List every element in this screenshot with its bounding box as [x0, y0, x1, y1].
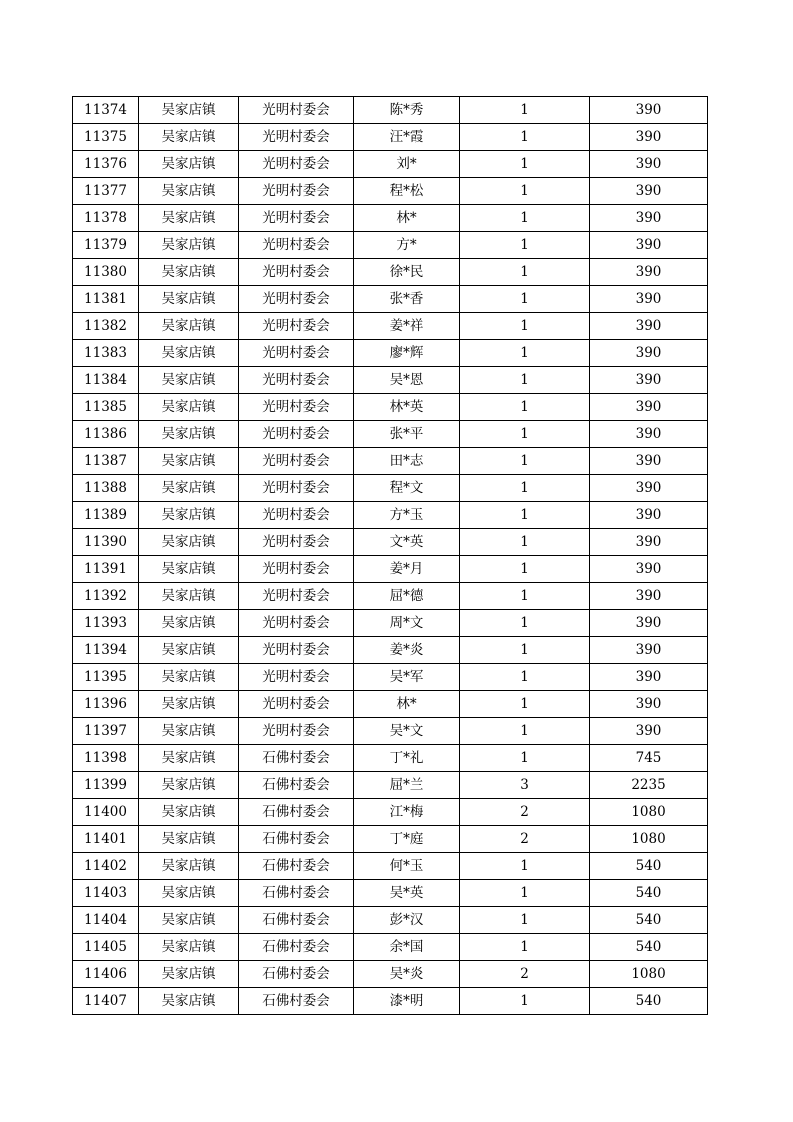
- town-cell: 吴家店镇: [139, 556, 239, 583]
- name-cell: 林*英: [354, 394, 460, 421]
- town-cell: 吴家店镇: [139, 880, 239, 907]
- count-cell: 1: [460, 664, 590, 691]
- village-cell: 石佛村委会: [239, 907, 354, 934]
- count-cell: 1: [460, 448, 590, 475]
- amount-cell: 390: [590, 151, 708, 178]
- row-id-cell: 11387: [73, 448, 139, 475]
- count-cell: 2: [460, 799, 590, 826]
- table-row: [73, 178, 708, 205]
- name-cell: 程*松: [354, 178, 460, 205]
- amount-cell: 390: [590, 205, 708, 232]
- amount-cell: 390: [590, 421, 708, 448]
- table-row: [73, 151, 708, 178]
- name-cell: 漆*明: [354, 988, 460, 1015]
- village-cell: 光明村委会: [239, 637, 354, 664]
- amount-cell: 1080: [590, 826, 708, 853]
- row-id-cell: 11385: [73, 394, 139, 421]
- row-id-cell: 11375: [73, 124, 139, 151]
- row-id-cell: 11399: [73, 772, 139, 799]
- village-cell: 光明村委会: [239, 556, 354, 583]
- table-row: [73, 97, 708, 124]
- row-id-cell: 11403: [73, 880, 139, 907]
- count-cell: 1: [460, 934, 590, 961]
- row-id-cell: 11374: [73, 97, 139, 124]
- town-cell: 吴家店镇: [139, 313, 239, 340]
- table-row: [73, 718, 708, 745]
- count-cell: 1: [460, 718, 590, 745]
- name-cell: 屈*德: [354, 583, 460, 610]
- row-id-cell: 11388: [73, 475, 139, 502]
- roster-table-body: [73, 97, 708, 1015]
- row-id-cell: 11379: [73, 232, 139, 259]
- count-cell: 1: [460, 853, 590, 880]
- amount-cell: 390: [590, 664, 708, 691]
- village-cell: 光明村委会: [239, 124, 354, 151]
- row-id-cell: 11391: [73, 556, 139, 583]
- row-id-cell: 11376: [73, 151, 139, 178]
- village-cell: 石佛村委会: [239, 799, 354, 826]
- village-cell: 光明村委会: [239, 178, 354, 205]
- name-cell: 吴*英: [354, 880, 460, 907]
- count-cell: 1: [460, 259, 590, 286]
- town-cell: 吴家店镇: [139, 934, 239, 961]
- town-cell: 吴家店镇: [139, 151, 239, 178]
- amount-cell: 390: [590, 367, 708, 394]
- amount-cell: 1080: [590, 961, 708, 988]
- amount-cell: 390: [590, 178, 708, 205]
- name-cell: 文*英: [354, 529, 460, 556]
- village-cell: 光明村委会: [239, 340, 354, 367]
- town-cell: 吴家店镇: [139, 97, 239, 124]
- name-cell: 刘*: [354, 151, 460, 178]
- town-cell: 吴家店镇: [139, 340, 239, 367]
- count-cell: 1: [460, 610, 590, 637]
- town-cell: 吴家店镇: [139, 124, 239, 151]
- table-row: [73, 421, 708, 448]
- table-row: [73, 529, 708, 556]
- name-cell: 张*香: [354, 286, 460, 313]
- amount-cell: 540: [590, 880, 708, 907]
- amount-cell: 390: [590, 97, 708, 124]
- count-cell: 1: [460, 151, 590, 178]
- village-cell: 光明村委会: [239, 718, 354, 745]
- town-cell: 吴家店镇: [139, 583, 239, 610]
- town-cell: 吴家店镇: [139, 448, 239, 475]
- table-row: [73, 340, 708, 367]
- count-cell: 1: [460, 637, 590, 664]
- row-id-cell: 11377: [73, 178, 139, 205]
- name-cell: 何*玉: [354, 853, 460, 880]
- row-id-cell: 11395: [73, 664, 139, 691]
- village-cell: 光明村委会: [239, 448, 354, 475]
- count-cell: 1: [460, 340, 590, 367]
- name-cell: 丁*礼: [354, 745, 460, 772]
- count-cell: 1: [460, 583, 590, 610]
- table-row: [73, 583, 708, 610]
- table-row: [73, 313, 708, 340]
- table-row: [73, 853, 708, 880]
- village-cell: 石佛村委会: [239, 934, 354, 961]
- name-cell: 吴*文: [354, 718, 460, 745]
- village-cell: 石佛村委会: [239, 826, 354, 853]
- row-id-cell: 11384: [73, 367, 139, 394]
- table-row: [73, 448, 708, 475]
- town-cell: 吴家店镇: [139, 286, 239, 313]
- village-cell: 光明村委会: [239, 475, 354, 502]
- town-cell: 吴家店镇: [139, 799, 239, 826]
- village-cell: 光明村委会: [239, 610, 354, 637]
- town-cell: 吴家店镇: [139, 772, 239, 799]
- village-cell: 石佛村委会: [239, 745, 354, 772]
- row-id-cell: 11382: [73, 313, 139, 340]
- name-cell: 张*平: [354, 421, 460, 448]
- name-cell: 程*文: [354, 475, 460, 502]
- town-cell: 吴家店镇: [139, 259, 239, 286]
- name-cell: 姜*炎: [354, 637, 460, 664]
- row-id-cell: 11404: [73, 907, 139, 934]
- count-cell: 1: [460, 691, 590, 718]
- name-cell: 陈*秀: [354, 97, 460, 124]
- table-row: [73, 745, 708, 772]
- table-row: [73, 826, 708, 853]
- name-cell: 林*: [354, 205, 460, 232]
- town-cell: 吴家店镇: [139, 718, 239, 745]
- village-cell: 光明村委会: [239, 583, 354, 610]
- name-cell: 廖*辉: [354, 340, 460, 367]
- table-row: [73, 637, 708, 664]
- name-cell: 姜*祥: [354, 313, 460, 340]
- count-cell: 1: [460, 232, 590, 259]
- table-row: [73, 880, 708, 907]
- amount-cell: 390: [590, 529, 708, 556]
- table-row: [73, 286, 708, 313]
- roster-table: [72, 96, 708, 1015]
- village-cell: 石佛村委会: [239, 880, 354, 907]
- table-row: [73, 556, 708, 583]
- row-id-cell: 11380: [73, 259, 139, 286]
- amount-cell: 390: [590, 583, 708, 610]
- table-row: [73, 367, 708, 394]
- amount-cell: 390: [590, 610, 708, 637]
- count-cell: 1: [460, 97, 590, 124]
- table-row: [73, 664, 708, 691]
- amount-cell: 390: [590, 124, 708, 151]
- amount-cell: 390: [590, 232, 708, 259]
- town-cell: 吴家店镇: [139, 178, 239, 205]
- village-cell: 光明村委会: [239, 394, 354, 421]
- town-cell: 吴家店镇: [139, 637, 239, 664]
- name-cell: 丁*庭: [354, 826, 460, 853]
- amount-cell: 540: [590, 934, 708, 961]
- table-row: [73, 394, 708, 421]
- amount-cell: 390: [590, 502, 708, 529]
- town-cell: 吴家店镇: [139, 853, 239, 880]
- name-cell: 姜*月: [354, 556, 460, 583]
- name-cell: 屈*兰: [354, 772, 460, 799]
- count-cell: 1: [460, 556, 590, 583]
- row-id-cell: 11407: [73, 988, 139, 1015]
- count-cell: 2: [460, 961, 590, 988]
- count-cell: 1: [460, 475, 590, 502]
- row-id-cell: 11378: [73, 205, 139, 232]
- count-cell: 2: [460, 826, 590, 853]
- amount-cell: 390: [590, 691, 708, 718]
- town-cell: 吴家店镇: [139, 205, 239, 232]
- town-cell: 吴家店镇: [139, 826, 239, 853]
- amount-cell: 390: [590, 340, 708, 367]
- town-cell: 吴家店镇: [139, 961, 239, 988]
- amount-cell: 745: [590, 745, 708, 772]
- name-cell: 彭*汉: [354, 907, 460, 934]
- count-cell: 1: [460, 907, 590, 934]
- name-cell: 方*玉: [354, 502, 460, 529]
- amount-cell: 390: [590, 637, 708, 664]
- town-cell: 吴家店镇: [139, 988, 239, 1015]
- row-id-cell: 11390: [73, 529, 139, 556]
- town-cell: 吴家店镇: [139, 394, 239, 421]
- name-cell: 田*志: [354, 448, 460, 475]
- table-row: [73, 799, 708, 826]
- amount-cell: 390: [590, 448, 708, 475]
- row-id-cell: 11400: [73, 799, 139, 826]
- name-cell: 余*国: [354, 934, 460, 961]
- table-row: [73, 691, 708, 718]
- village-cell: 光明村委会: [239, 664, 354, 691]
- name-cell: 徐*民: [354, 259, 460, 286]
- town-cell: 吴家店镇: [139, 475, 239, 502]
- row-id-cell: 11406: [73, 961, 139, 988]
- table-row: [73, 907, 708, 934]
- table-row: [73, 610, 708, 637]
- town-cell: 吴家店镇: [139, 367, 239, 394]
- amount-cell: 540: [590, 988, 708, 1015]
- row-id-cell: 11397: [73, 718, 139, 745]
- village-cell: 光明村委会: [239, 97, 354, 124]
- town-cell: 吴家店镇: [139, 232, 239, 259]
- village-cell: 石佛村委会: [239, 988, 354, 1015]
- name-cell: 吴*炎: [354, 961, 460, 988]
- row-id-cell: 11401: [73, 826, 139, 853]
- town-cell: 吴家店镇: [139, 529, 239, 556]
- row-id-cell: 11402: [73, 853, 139, 880]
- name-cell: 吴*军: [354, 664, 460, 691]
- count-cell: 3: [460, 772, 590, 799]
- amount-cell: 390: [590, 313, 708, 340]
- name-cell: 吴*恩: [354, 367, 460, 394]
- count-cell: 1: [460, 205, 590, 232]
- amount-cell: 390: [590, 259, 708, 286]
- count-cell: 1: [460, 178, 590, 205]
- count-cell: 1: [460, 529, 590, 556]
- row-id-cell: 11392: [73, 583, 139, 610]
- village-cell: 光明村委会: [239, 313, 354, 340]
- amount-cell: 540: [590, 853, 708, 880]
- row-id-cell: 11381: [73, 286, 139, 313]
- count-cell: 1: [460, 313, 590, 340]
- amount-cell: 390: [590, 286, 708, 313]
- count-cell: 1: [460, 367, 590, 394]
- table-row: [73, 205, 708, 232]
- row-id-cell: 11386: [73, 421, 139, 448]
- village-cell: 石佛村委会: [239, 772, 354, 799]
- table-row: [73, 259, 708, 286]
- count-cell: 1: [460, 124, 590, 151]
- count-cell: 1: [460, 502, 590, 529]
- village-cell: 石佛村委会: [239, 961, 354, 988]
- row-id-cell: 11383: [73, 340, 139, 367]
- amount-cell: 1080: [590, 799, 708, 826]
- town-cell: 吴家店镇: [139, 907, 239, 934]
- count-cell: 1: [460, 286, 590, 313]
- name-cell: 周*文: [354, 610, 460, 637]
- village-cell: 光明村委会: [239, 367, 354, 394]
- amount-cell: 390: [590, 394, 708, 421]
- table-row: [73, 124, 708, 151]
- count-cell: 1: [460, 745, 590, 772]
- amount-cell: 540: [590, 907, 708, 934]
- row-id-cell: 11398: [73, 745, 139, 772]
- count-cell: 1: [460, 421, 590, 448]
- town-cell: 吴家店镇: [139, 502, 239, 529]
- name-cell: 林*: [354, 691, 460, 718]
- village-cell: 光明村委会: [239, 529, 354, 556]
- row-id-cell: 11393: [73, 610, 139, 637]
- row-id-cell: 11405: [73, 934, 139, 961]
- count-cell: 1: [460, 880, 590, 907]
- row-id-cell: 11394: [73, 637, 139, 664]
- village-cell: 光明村委会: [239, 205, 354, 232]
- village-cell: 光明村委会: [239, 232, 354, 259]
- town-cell: 吴家店镇: [139, 691, 239, 718]
- name-cell: 方*: [354, 232, 460, 259]
- count-cell: 1: [460, 394, 590, 421]
- village-cell: 光明村委会: [239, 502, 354, 529]
- row-id-cell: 11389: [73, 502, 139, 529]
- town-cell: 吴家店镇: [139, 745, 239, 772]
- village-cell: 石佛村委会: [239, 853, 354, 880]
- table-row: [73, 961, 708, 988]
- table-row: [73, 475, 708, 502]
- village-cell: 光明村委会: [239, 286, 354, 313]
- amount-cell: 2235: [590, 772, 708, 799]
- count-cell: 1: [460, 988, 590, 1015]
- amount-cell: 390: [590, 556, 708, 583]
- village-cell: 光明村委会: [239, 421, 354, 448]
- table-row: [73, 232, 708, 259]
- table-row: [73, 772, 708, 799]
- village-cell: 光明村委会: [239, 259, 354, 286]
- town-cell: 吴家店镇: [139, 664, 239, 691]
- village-cell: 光明村委会: [239, 151, 354, 178]
- amount-cell: 390: [590, 475, 708, 502]
- town-cell: 吴家店镇: [139, 421, 239, 448]
- table-row: [73, 934, 708, 961]
- table-row: [73, 988, 708, 1015]
- table-row: [73, 502, 708, 529]
- name-cell: 江*梅: [354, 799, 460, 826]
- name-cell: 汪*霞: [354, 124, 460, 151]
- row-id-cell: 11396: [73, 691, 139, 718]
- town-cell: 吴家店镇: [139, 610, 239, 637]
- amount-cell: 390: [590, 718, 708, 745]
- village-cell: 光明村委会: [239, 691, 354, 718]
